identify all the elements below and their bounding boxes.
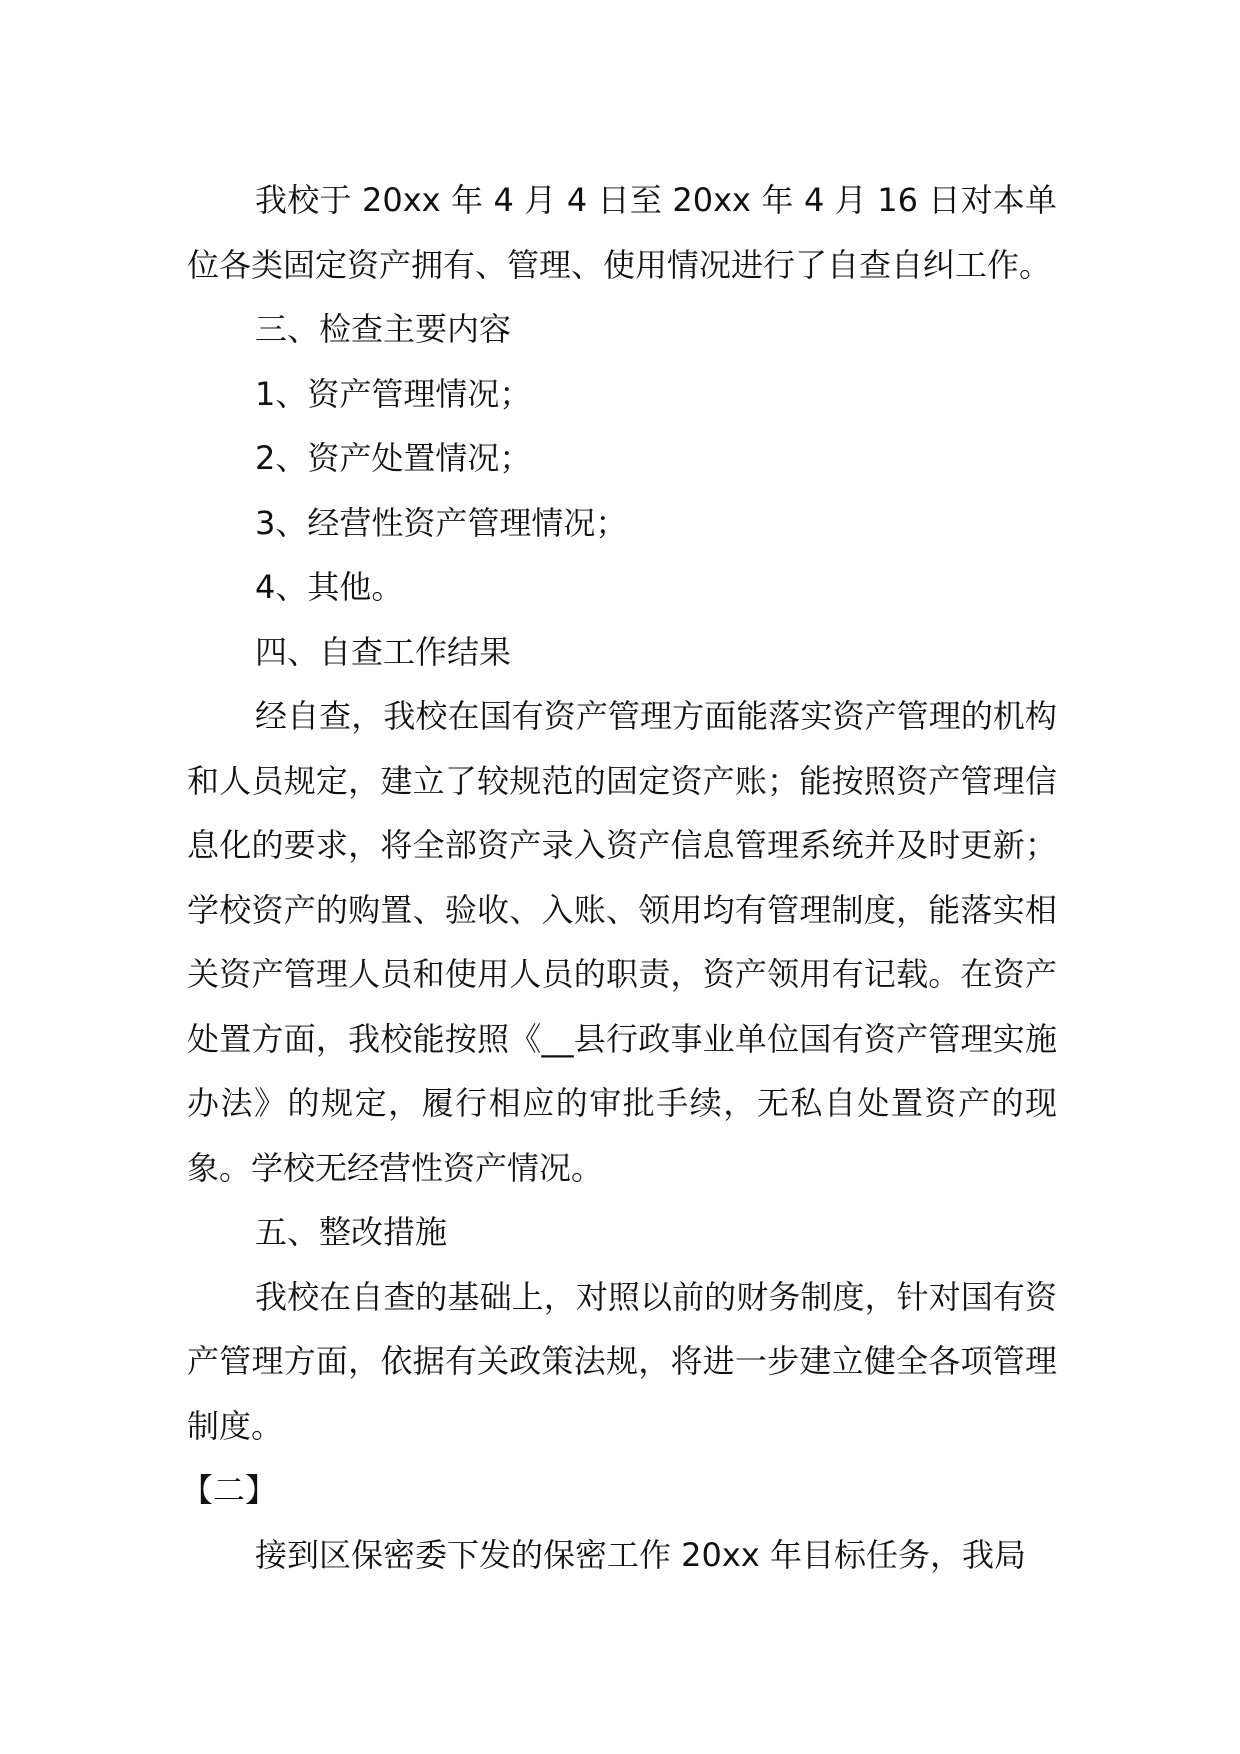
paragraph-self-check-period: 我校于 20xx 年 4 月 4 日至 20xx 年 4 月 16 日对本单位各类固定资产拥有、管理、使用情况进行了自查自纠工作。 (187, 181, 1057, 284)
part-heading-two: 【二】 (181, 1471, 278, 1509)
section-heading-5: 五、整改措施 (255, 1213, 448, 1251)
list-item: 3、经营性资产管理情况； (255, 503, 628, 542)
paragraph-secrecy-task: 接到区保密委下发的保密工作 20xx 年目标任务，我局 (255, 1535, 1026, 1574)
paragraph-measures: 我校在自查的基础上，对照以前的财务制度，针对国有资产管理方面，依据有关政策法规，将进一步建立健全各项管理制度。 (187, 1277, 1057, 1445)
document-body (181, 168, 1057, 1587)
list-item: 2、资产处置情况； (255, 439, 532, 477)
paragraph-results: 经自查，我校在国有资产管理方面能落实资产管理的机构和人员规定，建立了较规范的固定资产账；能按照资产管理信息化的要求，将全部资产录入资产信息管理系统并及时更新；学校资产的购置、验收、入账、领用均有管理制度，能落实相关资产管理人员和使用人员的职责，资产领用有记载。在资产处置方面，我校能按照《__县行政事业单位国有资产管理实施办法》的规定，履行相应的审批手续，无私自处置资产的现象。学校无经营性资产情况。 (187, 697, 1057, 1187)
section-heading-4: 四、自查工作结果 (255, 632, 512, 671)
list-item: 4、其他。 (255, 568, 404, 606)
section-heading-3: 三、检查主要内容 (255, 310, 512, 348)
list-item: 1、资产管理情况； (255, 374, 532, 413)
